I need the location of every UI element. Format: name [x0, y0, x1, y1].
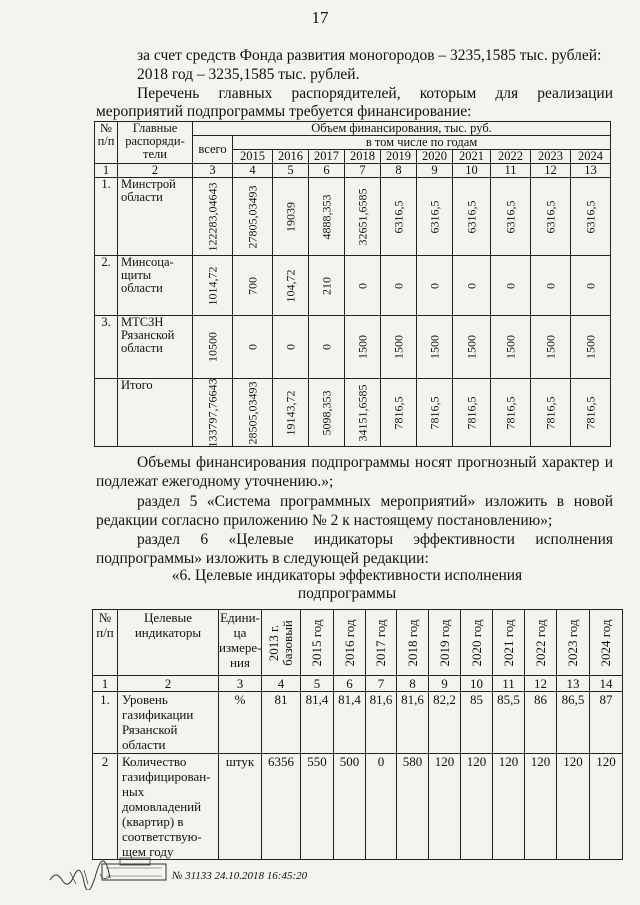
fin-value-cell [381, 379, 417, 447]
fin-value-cell [571, 256, 611, 316]
para-section6-a: раздел 6 «Целевые индикаторы эффективности исполнения [137, 531, 613, 548]
ind-value: 81 [262, 692, 301, 754]
fin-value: 0 [319, 344, 333, 350]
ind-value: 0 [366, 754, 397, 860]
fin-value: 6316,5 [583, 200, 598, 233]
section-title-2: подпрограммы [297, 585, 397, 602]
ind-value: 120 [429, 754, 461, 860]
fin-value: 133797,76643 [205, 378, 219, 447]
fin-value: 19143,72 [283, 390, 297, 435]
ind-value: 550 [301, 754, 334, 860]
fin-year-header: 2016 [273, 150, 309, 164]
fin-year-header: 2019 [381, 150, 417, 164]
ind-row-num: 1. [93, 692, 118, 754]
fin-value-cell [273, 256, 309, 316]
fin-value-cell [273, 379, 309, 447]
fin-value: 7816,5 [391, 396, 405, 429]
intro-line-3: Перечень главных распорядителей, которым для реализации [137, 85, 613, 102]
fin-colnum: 7 [345, 164, 381, 178]
table-row [95, 316, 611, 379]
para-section6-b: подпрограммы» изложить в следующей редакции: [96, 550, 429, 567]
fin-value-cell [491, 316, 531, 379]
fin-year-header: 2017 [309, 150, 345, 164]
fin-value: 7816,5 [543, 396, 557, 429]
fin-value-cell [491, 178, 531, 256]
fin-value-cell [381, 316, 417, 379]
fin-colnum: 4 [233, 164, 273, 178]
fin-value-cell [453, 178, 491, 256]
ind-colnum: 7 [366, 676, 397, 692]
para-volumes-b: подлежат ежегодному уточнению.»; [96, 473, 334, 490]
ind-year-header [429, 610, 461, 676]
ind-row-num: 2 [93, 754, 118, 860]
ind-year-header [366, 610, 397, 676]
fin-value: 7816,5 [583, 396, 598, 429]
ind-row-unit: штук [219, 754, 262, 860]
ind-row-unit: % [219, 692, 262, 754]
ind-colnum: 5 [301, 676, 334, 692]
fin-value: 7816,5 [427, 396, 441, 429]
table-row [95, 379, 611, 447]
ind-header-name: Целевые индикаторы [118, 610, 219, 676]
fin-value-cell [531, 379, 571, 447]
ind-value: 120 [557, 754, 590, 860]
para-section5-a: раздел 5 «Система программных мероприятий» изложить в новой [137, 493, 613, 510]
fin-colnum: 9 [417, 164, 453, 178]
ind-colnum: 2 [118, 676, 219, 692]
fin-year-header: 2018 [345, 150, 381, 164]
fin-value-cell [233, 379, 273, 447]
fin-value-cell [309, 256, 345, 316]
fin-row-num: 3. [95, 316, 118, 379]
fin-year-header: 2021 [453, 150, 491, 164]
fin-colnum: 13 [571, 164, 611, 178]
fin-value: 10500 [205, 332, 219, 362]
ind-value: 500 [334, 754, 366, 860]
fin-value-cell [417, 379, 453, 447]
ind-year-header [397, 610, 429, 676]
fin-value-cell [233, 316, 273, 379]
fin-value: 6316,5 [391, 200, 405, 233]
fin-row-name: Итого [118, 379, 193, 447]
fin-value-cell [345, 256, 381, 316]
para-section5-b: редакции согласно приложению № 2 к настоящему постановлению»; [96, 512, 553, 529]
ind-header-num: № п/п [93, 610, 118, 676]
fin-value: 1500 [427, 335, 441, 359]
fin-header-main: Главные распоряди-тели [118, 122, 193, 164]
ind-year-header [493, 610, 525, 676]
ind-year-label: 2016 год [341, 619, 357, 666]
ind-year-header [590, 610, 623, 676]
section-title-1: «6. Целевые индикаторы эффективности исполнения [171, 567, 523, 584]
ind-value: 85,5 [493, 692, 525, 754]
fin-value: 7816,5 [503, 396, 517, 429]
fin-value: 210 [319, 276, 333, 295]
fin-value-cell [531, 316, 571, 379]
ind-year-label: 2020 год [468, 619, 484, 666]
fin-value-cell [571, 379, 611, 447]
fin-value-cell [453, 316, 491, 379]
fin-header-num: № п/п [95, 122, 118, 164]
ind-year-header [301, 610, 334, 676]
ind-year-header [461, 610, 493, 676]
fin-row-num: 2. [95, 256, 118, 316]
intro-line-1: за счет средств Фонда развития моногородов – 3235,1585 тыс. рублей: [137, 47, 602, 64]
fin-value-cell [309, 178, 345, 256]
ind-colnum: 8 [397, 676, 429, 692]
ind-value: 120 [461, 754, 493, 860]
fin-value: 6316,5 [543, 200, 557, 233]
fin-value: 1500 [464, 335, 478, 359]
ind-year-label: 2023 год [565, 619, 580, 666]
fin-value-cell [381, 178, 417, 256]
table-row [93, 692, 623, 754]
fin-value-cell [453, 256, 491, 316]
ind-year-header [557, 610, 590, 676]
fin-value: 0 [543, 282, 557, 289]
fin-year-header: 2020 [417, 150, 453, 164]
ind-value: 120 [525, 754, 557, 860]
table-row [93, 754, 623, 860]
fin-value: 6316,5 [464, 200, 478, 233]
fin-colnum: 11 [491, 164, 531, 178]
intro-line-4: мероприятий подпрограммы требуется финансирование: [96, 103, 472, 120]
ind-year-label: 2017 год [373, 619, 388, 666]
fin-value: 1500 [355, 335, 369, 359]
fin-value: 0 [464, 282, 478, 289]
fin-value-cell [531, 256, 571, 316]
fin-value: 7816,5 [464, 396, 478, 429]
fin-value: 0 [355, 282, 369, 289]
fin-value-cell [193, 316, 233, 379]
ind-value: 86 [525, 692, 557, 754]
fin-value-cell [453, 379, 491, 447]
ind-value: 81,4 [301, 692, 334, 754]
fin-value: 0 [503, 282, 517, 289]
ind-year-label: 2019 год [436, 619, 452, 666]
financing-table [94, 121, 611, 447]
fin-colnum: 8 [381, 164, 417, 178]
page-number: 17 [311, 8, 329, 27]
ind-year-header [334, 610, 366, 676]
fin-value: 28505,03493 [245, 381, 259, 444]
fin-value: 6316,5 [503, 200, 517, 233]
fin-value: 6316,5 [427, 200, 441, 233]
fin-colnum: 3 [193, 164, 233, 178]
fin-colnum: 5 [273, 164, 309, 178]
fin-colnum: 10 [453, 164, 491, 178]
ind-row-name: Количество газифицирован-ных домовладений (квартир) в соответствую-щем году [118, 754, 219, 860]
ind-value: 81,6 [397, 692, 429, 754]
ind-year-header [525, 610, 557, 676]
ind-value: 81,4 [334, 692, 366, 754]
fin-colnum: 6 [309, 164, 345, 178]
ind-colnum: 3 [219, 676, 262, 692]
fin-value-cell [571, 178, 611, 256]
fin-value-cell [491, 379, 531, 447]
ind-value: 580 [397, 754, 429, 860]
ind-year-header [262, 610, 301, 676]
table-row [95, 256, 611, 316]
ind-row-name: Уровень газификации Рязанской области [118, 692, 219, 754]
fin-value-cell [345, 379, 381, 447]
ind-colnum: 14 [590, 676, 623, 692]
ind-year-label: 2024 год [598, 619, 613, 666]
fin-value-cell [345, 316, 381, 379]
fin-row-name: Минстрой области [118, 178, 193, 256]
fin-value: 1014,72 [205, 266, 219, 305]
ind-value: 81,6 [366, 692, 397, 754]
fin-header-total: всего [193, 136, 233, 164]
fin-value-cell [309, 379, 345, 447]
fin-row-name: МТСЗН Рязанской области [118, 316, 193, 379]
para-volumes-a: Объемы финансирования подпрограммы носят прогнозный характер и [137, 454, 613, 471]
fin-value-cell [417, 256, 453, 316]
fin-value-cell [491, 256, 531, 316]
fin-year-header: 2015 [233, 150, 273, 164]
ind-colnum: 4 [262, 676, 301, 692]
ind-colnum: 11 [493, 676, 525, 692]
ind-value: 120 [590, 754, 623, 860]
ind-year-label: 2021 год [500, 619, 516, 666]
fin-value-cell [193, 379, 233, 447]
fin-value-cell [417, 316, 453, 379]
fin-value-cell [233, 256, 273, 316]
ind-value: 6356 [262, 754, 301, 860]
fin-value: 32651,6585 [355, 188, 369, 245]
ind-value: 120 [493, 754, 525, 860]
fin-header-volume: Объем финансирования, тыс. руб. [193, 122, 611, 136]
ind-value: 87 [590, 692, 623, 754]
fin-colnum: 12 [531, 164, 571, 178]
ind-value: 86,5 [557, 692, 590, 754]
fin-value: 27805,03493 [245, 185, 259, 248]
stamp-icon [100, 856, 170, 884]
fin-value: 1500 [391, 335, 405, 359]
ind-value: 82,2 [429, 692, 461, 754]
fin-value: 1500 [503, 335, 517, 359]
fin-value-cell [309, 316, 345, 379]
fin-value-cell [531, 178, 571, 256]
ind-colnum: 10 [461, 676, 493, 692]
fin-value-cell [233, 178, 273, 256]
fin-value: 700 [245, 276, 259, 295]
fin-value-cell [571, 316, 611, 379]
fin-value: 1500 [583, 335, 598, 359]
ind-colnum: 13 [557, 676, 590, 692]
ind-colnum: 9 [429, 676, 461, 692]
fin-value-cell [193, 178, 233, 256]
fin-value: 4888,353 [319, 194, 333, 239]
ind-value: 85 [461, 692, 493, 754]
fin-colnum: 1 [95, 164, 118, 178]
ind-year-label: 2022 год [532, 619, 548, 666]
fin-value: 34151,6585 [355, 384, 369, 441]
fin-value: 0 [283, 344, 297, 350]
fin-value-cell [381, 256, 417, 316]
ind-year-label: 2013 г. базовый [266, 619, 295, 666]
fin-row-name: Минсоца-щиты области [118, 256, 193, 316]
fin-value: 104,72 [283, 269, 297, 302]
fin-colnum: 2 [118, 164, 193, 178]
document-footer: № 31133 24.10.2018 16:45:20 [172, 870, 308, 882]
ind-colnum: 1 [93, 676, 118, 692]
fin-value: 19039 [283, 201, 297, 232]
fin-value: 1500 [543, 335, 557, 359]
fin-year-header: 2022 [491, 150, 531, 164]
fin-value-cell [345, 178, 381, 256]
fin-header-byyear: в том числе по годам [233, 136, 611, 150]
fin-year-header: 2024 [571, 150, 611, 164]
intro-line-2: 2018 год – 3235,1585 тыс. рублей. [137, 66, 360, 83]
fin-value: 5098,353 [319, 390, 333, 435]
ind-colnum: 6 [334, 676, 366, 692]
fin-row-num [95, 379, 118, 447]
fin-value: 0 [245, 344, 259, 350]
fin-row-num: 1. [95, 178, 118, 256]
fin-value: 122283,04643 [205, 182, 219, 251]
fin-value: 0 [427, 282, 441, 289]
fin-value-cell [273, 316, 309, 379]
fin-value-cell [273, 178, 309, 256]
table-row [95, 178, 611, 256]
ind-header-unit: Едини-ца измере-ния [219, 610, 262, 676]
fin-year-header: 2023 [531, 150, 571, 164]
fin-value: 0 [391, 282, 405, 289]
fin-value: 0 [583, 282, 598, 289]
fin-value-cell [417, 178, 453, 256]
fin-value-cell [193, 256, 233, 316]
ind-year-label: 2015 год [309, 619, 324, 666]
ind-colnum: 12 [525, 676, 557, 692]
indicators-table [92, 609, 623, 860]
ind-year-label: 2018 год [404, 619, 420, 666]
